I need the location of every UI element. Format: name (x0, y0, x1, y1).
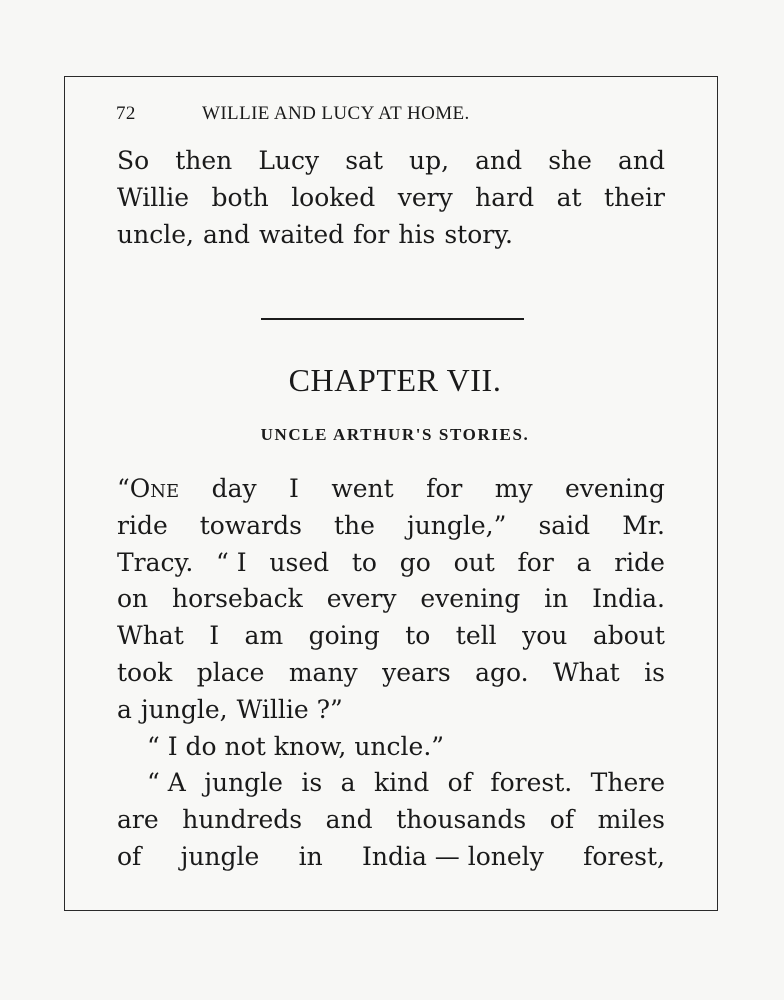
word: going (308, 621, 380, 651)
word: she (548, 146, 592, 175)
word: jungle (180, 841, 260, 871)
word: used (269, 547, 330, 577)
text-line (117, 655, 665, 692)
section-divider-rule (261, 318, 524, 320)
word: thousands (396, 805, 527, 835)
text-line (117, 217, 665, 254)
paragraph-2 (117, 471, 665, 876)
word: day (211, 474, 257, 503)
word: forest. (490, 768, 573, 798)
word: of (117, 841, 142, 871)
word: ago. (475, 657, 529, 687)
word: of (549, 805, 575, 835)
text-line (117, 839, 665, 876)
word: sat (345, 146, 383, 175)
word: story. (444, 219, 513, 249)
word: miles (597, 805, 665, 835)
word: for (517, 547, 554, 577)
word: a (576, 547, 592, 577)
word: am (244, 621, 284, 651)
paragraph-1 (117, 143, 665, 253)
word: jungle (204, 768, 283, 798)
running-header (116, 103, 586, 131)
word: a (340, 768, 356, 798)
word: to (351, 547, 377, 577)
word: uncle, (117, 219, 194, 249)
word: So (117, 146, 150, 175)
text-line (117, 471, 665, 508)
text-line (117, 692, 665, 729)
word: then (175, 146, 233, 175)
word: place (196, 657, 265, 687)
word: very (397, 182, 453, 212)
word: There (590, 768, 665, 798)
word: about (592, 621, 665, 651)
word: hundreds (182, 805, 303, 835)
word: in (544, 584, 569, 614)
word: India — lonely (361, 841, 544, 871)
text-line (117, 180, 665, 217)
word: “ A (147, 768, 186, 798)
word: What (552, 657, 620, 687)
word: I (289, 474, 299, 503)
word: kind (373, 768, 430, 798)
word: and (475, 146, 523, 175)
word: Mr. (622, 510, 665, 540)
word: evening (565, 474, 665, 503)
word: my (494, 474, 533, 503)
word: What (117, 621, 184, 651)
word: of (447, 768, 472, 798)
word: Lucy (258, 146, 320, 175)
text-line (117, 618, 665, 655)
drop-word: “One (117, 474, 180, 503)
word: said (538, 510, 591, 540)
word: tell (455, 621, 497, 651)
word: go (399, 547, 431, 577)
word: a (117, 694, 132, 724)
word: took (117, 657, 173, 687)
word: every (326, 584, 397, 614)
word: went (331, 474, 394, 503)
word: out (453, 547, 495, 577)
word: and (325, 805, 373, 835)
text-line (117, 802, 665, 839)
word: for (426, 474, 463, 503)
word: towards (199, 510, 302, 540)
word: Willie ?” (236, 694, 343, 724)
word: is (301, 768, 323, 798)
text-line (117, 508, 665, 545)
word: you (522, 621, 568, 651)
chapter-title: CHAPTER VII. (288, 362, 502, 398)
word: at (556, 182, 582, 212)
word: up, (409, 146, 450, 175)
word: their (604, 182, 665, 212)
word: evening (420, 584, 521, 614)
text-line (117, 545, 665, 582)
word: are (117, 805, 159, 835)
word: “ I (216, 547, 247, 577)
word: is (644, 657, 665, 687)
page-number: 72 (116, 103, 136, 124)
word: “ I do not know, uncle.” (147, 731, 445, 761)
word: hard (475, 182, 535, 212)
word: ride (614, 547, 665, 577)
word: looked (291, 182, 376, 212)
word: and (617, 146, 665, 175)
word: India. (592, 584, 665, 614)
word: jungle,” (406, 510, 507, 540)
running-title: WILLIE AND LUCY AT HOME. (202, 103, 470, 124)
word: Willie (117, 182, 190, 212)
word: the (333, 510, 375, 540)
word: for (353, 219, 390, 249)
word: ride (117, 510, 168, 540)
text-line (117, 765, 665, 802)
text-line (117, 581, 665, 618)
word: on (117, 584, 149, 614)
word: to (405, 621, 431, 651)
word: jungle, (140, 694, 228, 724)
word: waited (258, 219, 345, 249)
text-line (117, 143, 665, 180)
word: I (209, 621, 220, 651)
word: many (288, 657, 358, 687)
word: years (382, 657, 451, 687)
chapter-subtitle: UNCLE ARTHUR'S STORIES. (260, 425, 530, 444)
word: forest, (583, 841, 665, 871)
word: in (298, 841, 323, 871)
word: both (211, 182, 269, 212)
word: Tracy. (117, 547, 194, 577)
paragraph-3 (117, 729, 665, 766)
word: horseback (172, 584, 303, 614)
word: his (398, 219, 436, 249)
word: and (202, 219, 250, 249)
